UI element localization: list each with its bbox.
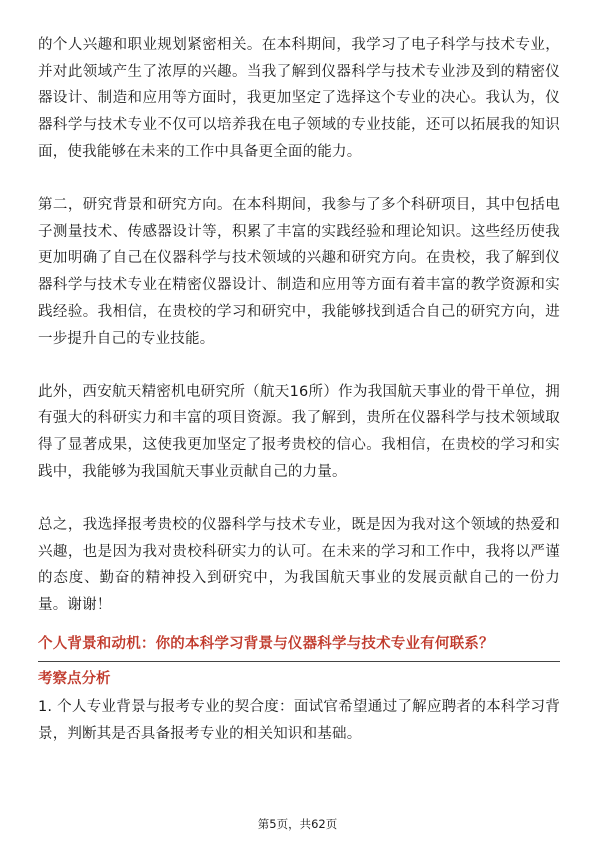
page-content bbox=[38, 32, 560, 747]
analysis-point-1: 1. 个人专业背景与报考专业的契合度：面试官希望通过了解应聘者的本科学习背景，判断其是否具备报考专业的相关知识和基础。 bbox=[38, 698, 560, 742]
page-footer: 第5页，共62页 bbox=[257, 817, 338, 831]
paragraph-institute: 此外，西安航天精密机电研究所（航天16所）作为我国航天事业的骨干单位，拥有强大的科研实力和丰富的项目资源。我了解到，贵所在仪器科学与技术领域取得了显著成果，这使我更加坚定了报考贵校的信心。我相信，在贵校的学习和实践中，我能够为我国航天事业贡献自己的力量。 bbox=[38, 383, 560, 480]
analysis-title: 考察点分析 bbox=[38, 670, 111, 687]
paragraph-research-background: 第二，研究背景和研究方向。在本科期间，我参与了多个科研项目，其中包括电子测量技术、传感器设计等，积累了丰富的实践经验和理论知识。这些经历使我更加明确了自己在仪器科学与技术领域的兴趣和研究方向。在贵校，我了解到仪器科学与技术专业在精密仪器设计、制造和应用等方面有着丰富的教学资源和实践经验。我相信，在贵校的学习和研究中，我能够找到适合自己的研究方向，进一步提升自己的专业技能。 bbox=[38, 197, 560, 347]
interview-question-heading: 个人背景和动机：你的本科学习背景与仪器科学与技术专业有何联系？ bbox=[38, 633, 560, 662]
paragraph-conclusion: 总之，我选择报考贵校的仪器科学与技术专业，既是因为我对这个领域的热爱和兴趣，也是因为我对贵校科研实力的认可。在未来的学习和工作中，我将以严谨的态度、勤奋的精神投入到研究中，为我国航天事业的发展贡献自己的一份力量。谢谢！ bbox=[38, 517, 560, 614]
paragraph-motivation: 的个人兴趣和职业规划紧密相关。在本科期间，我学习了电子科学与技术专业，并对此领域产生了浓厚的兴趣。当我了解到仪器科学与技术专业涉及到的精密仪器设计、制造和应用等方面时，我更加坚定了选择这个专业的决心。我认为，仪器科学与技术专业不仅可以培养我在电子领域的专业技能，还可以拓展我的知识面，使我能够在未来的工作中具备更全面的能力。 bbox=[38, 37, 560, 160]
